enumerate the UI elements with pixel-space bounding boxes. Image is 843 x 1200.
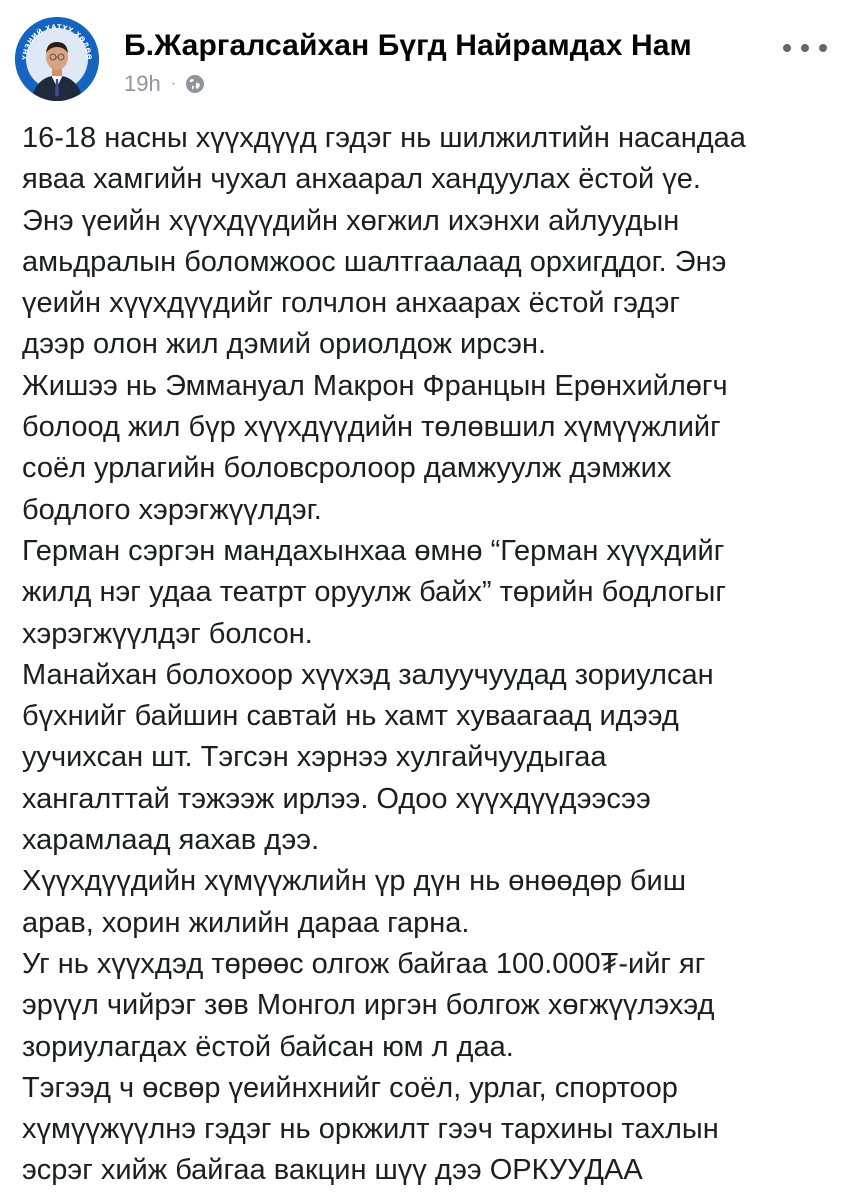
more-options-button[interactable] [783, 38, 827, 58]
post-text-line: зориулагдах ёстой байсан юм л даа. [22, 1030, 514, 1063]
post-text-line: бүхнийг байшин савтай нь хамт хуваагаад идээд [22, 700, 679, 733]
post-text-line: эсрэг хийж байгаа вакцин шүү дээ ОРКУУДАА [22, 1154, 643, 1187]
post-text-line: уучихсан шт. Тэгсэн хэрнээ хулгайчуудыгаа [22, 741, 607, 774]
post-text-line: болоод жил бүр хүүхдүүдийн төлөвшил хүмүүжлийг [22, 411, 721, 444]
post-text-line: соёл урлагийн боловсролоор дамжуулж дэмжих [22, 452, 672, 485]
post-text-line: дээр олон жил дэмий ориолдож ирсэн. [22, 328, 547, 361]
post-text-line: хангалттай тэжээж ирлээ. Одоо хүүхдүүдээсээ [22, 782, 651, 815]
author-name[interactable]: Б.Жаргалсайхан Бүгд Найрамдах Нам [124, 29, 692, 62]
post-text-line: Энэ үеийн хүүхдүүдийн хөгжил ихэнхи айлуудын [22, 204, 680, 237]
post-timestamp[interactable]: 19h [124, 71, 161, 96]
post-text-line: арав, хорин жилийн дараа гарна. [22, 906, 470, 939]
post-text-line: хэрэгжүүлдэг болсон. [22, 617, 313, 650]
post-text-line: хүмүүжүүлнэ гэдэг нь оркжилт гээч тархины тахлын [22, 1113, 719, 1146]
post-meta [124, 70, 206, 98]
post-text-line: харамлаад яахав дээ. [22, 824, 320, 857]
meta-separator: · [170, 75, 177, 92]
post-text-line: амьдралын боломжоос шалтгаалаад орхигддог. Энэ [22, 245, 727, 278]
avatar[interactable] [15, 17, 99, 101]
post-text-line: Хүүхдүүдийн хүмүүжлийн үр дүн нь өнөөдөр биш [22, 865, 686, 898]
post-text-line: яваа хамгийн чухал анхаарал хандуулах ёстой үе. [22, 163, 701, 196]
globe-icon[interactable] [184, 73, 206, 95]
more-horizontal-icon [783, 44, 791, 52]
post-text-line: үеийн хүүхдүүдийг голчлон анхаарах ёстой гэдэг [22, 287, 680, 320]
post-text-line: бодлого хэрэгжүүлдэг. [22, 493, 322, 526]
post-text-line: Тэгээд ч өсвөр үеийнхнийг соёл, урлаг, спортоор [22, 1071, 678, 1104]
post-text-line: эрүүл чийрэг зөв Монгол иргэн болгож хөгжүүлэхэд [22, 989, 715, 1022]
post-text-line: Герман сэргэн мандахынхаа өмнө “Герман хүүхдийг [22, 534, 725, 567]
post-text [22, 118, 827, 1192]
post-header [0, 0, 843, 110]
post-text-line: Уг нь хүүхдэд төрөөс олгож байгаа 100.000₮-ийг яг [22, 947, 706, 980]
post-text-line: Манайхан болохоор хүүхэд залуучуудад зориулсан [22, 658, 714, 691]
post-text-line: жилд нэг удаа театрт оруулж байх” төрийн бодлогыг [22, 576, 726, 609]
post-text-line: 16-18 насны хүүхдүүд гэдэг нь шилжилтийн насандаа [22, 122, 746, 154]
avatar-badge-text: ҮНЭНИЙ ХАТУУ ХӨЛӨӨ [20, 22, 94, 61]
post-text-line: Жишээ нь Эммануал Макрон Францын Ерөнхийлөгч [22, 369, 728, 402]
avatar-image [15, 17, 99, 101]
